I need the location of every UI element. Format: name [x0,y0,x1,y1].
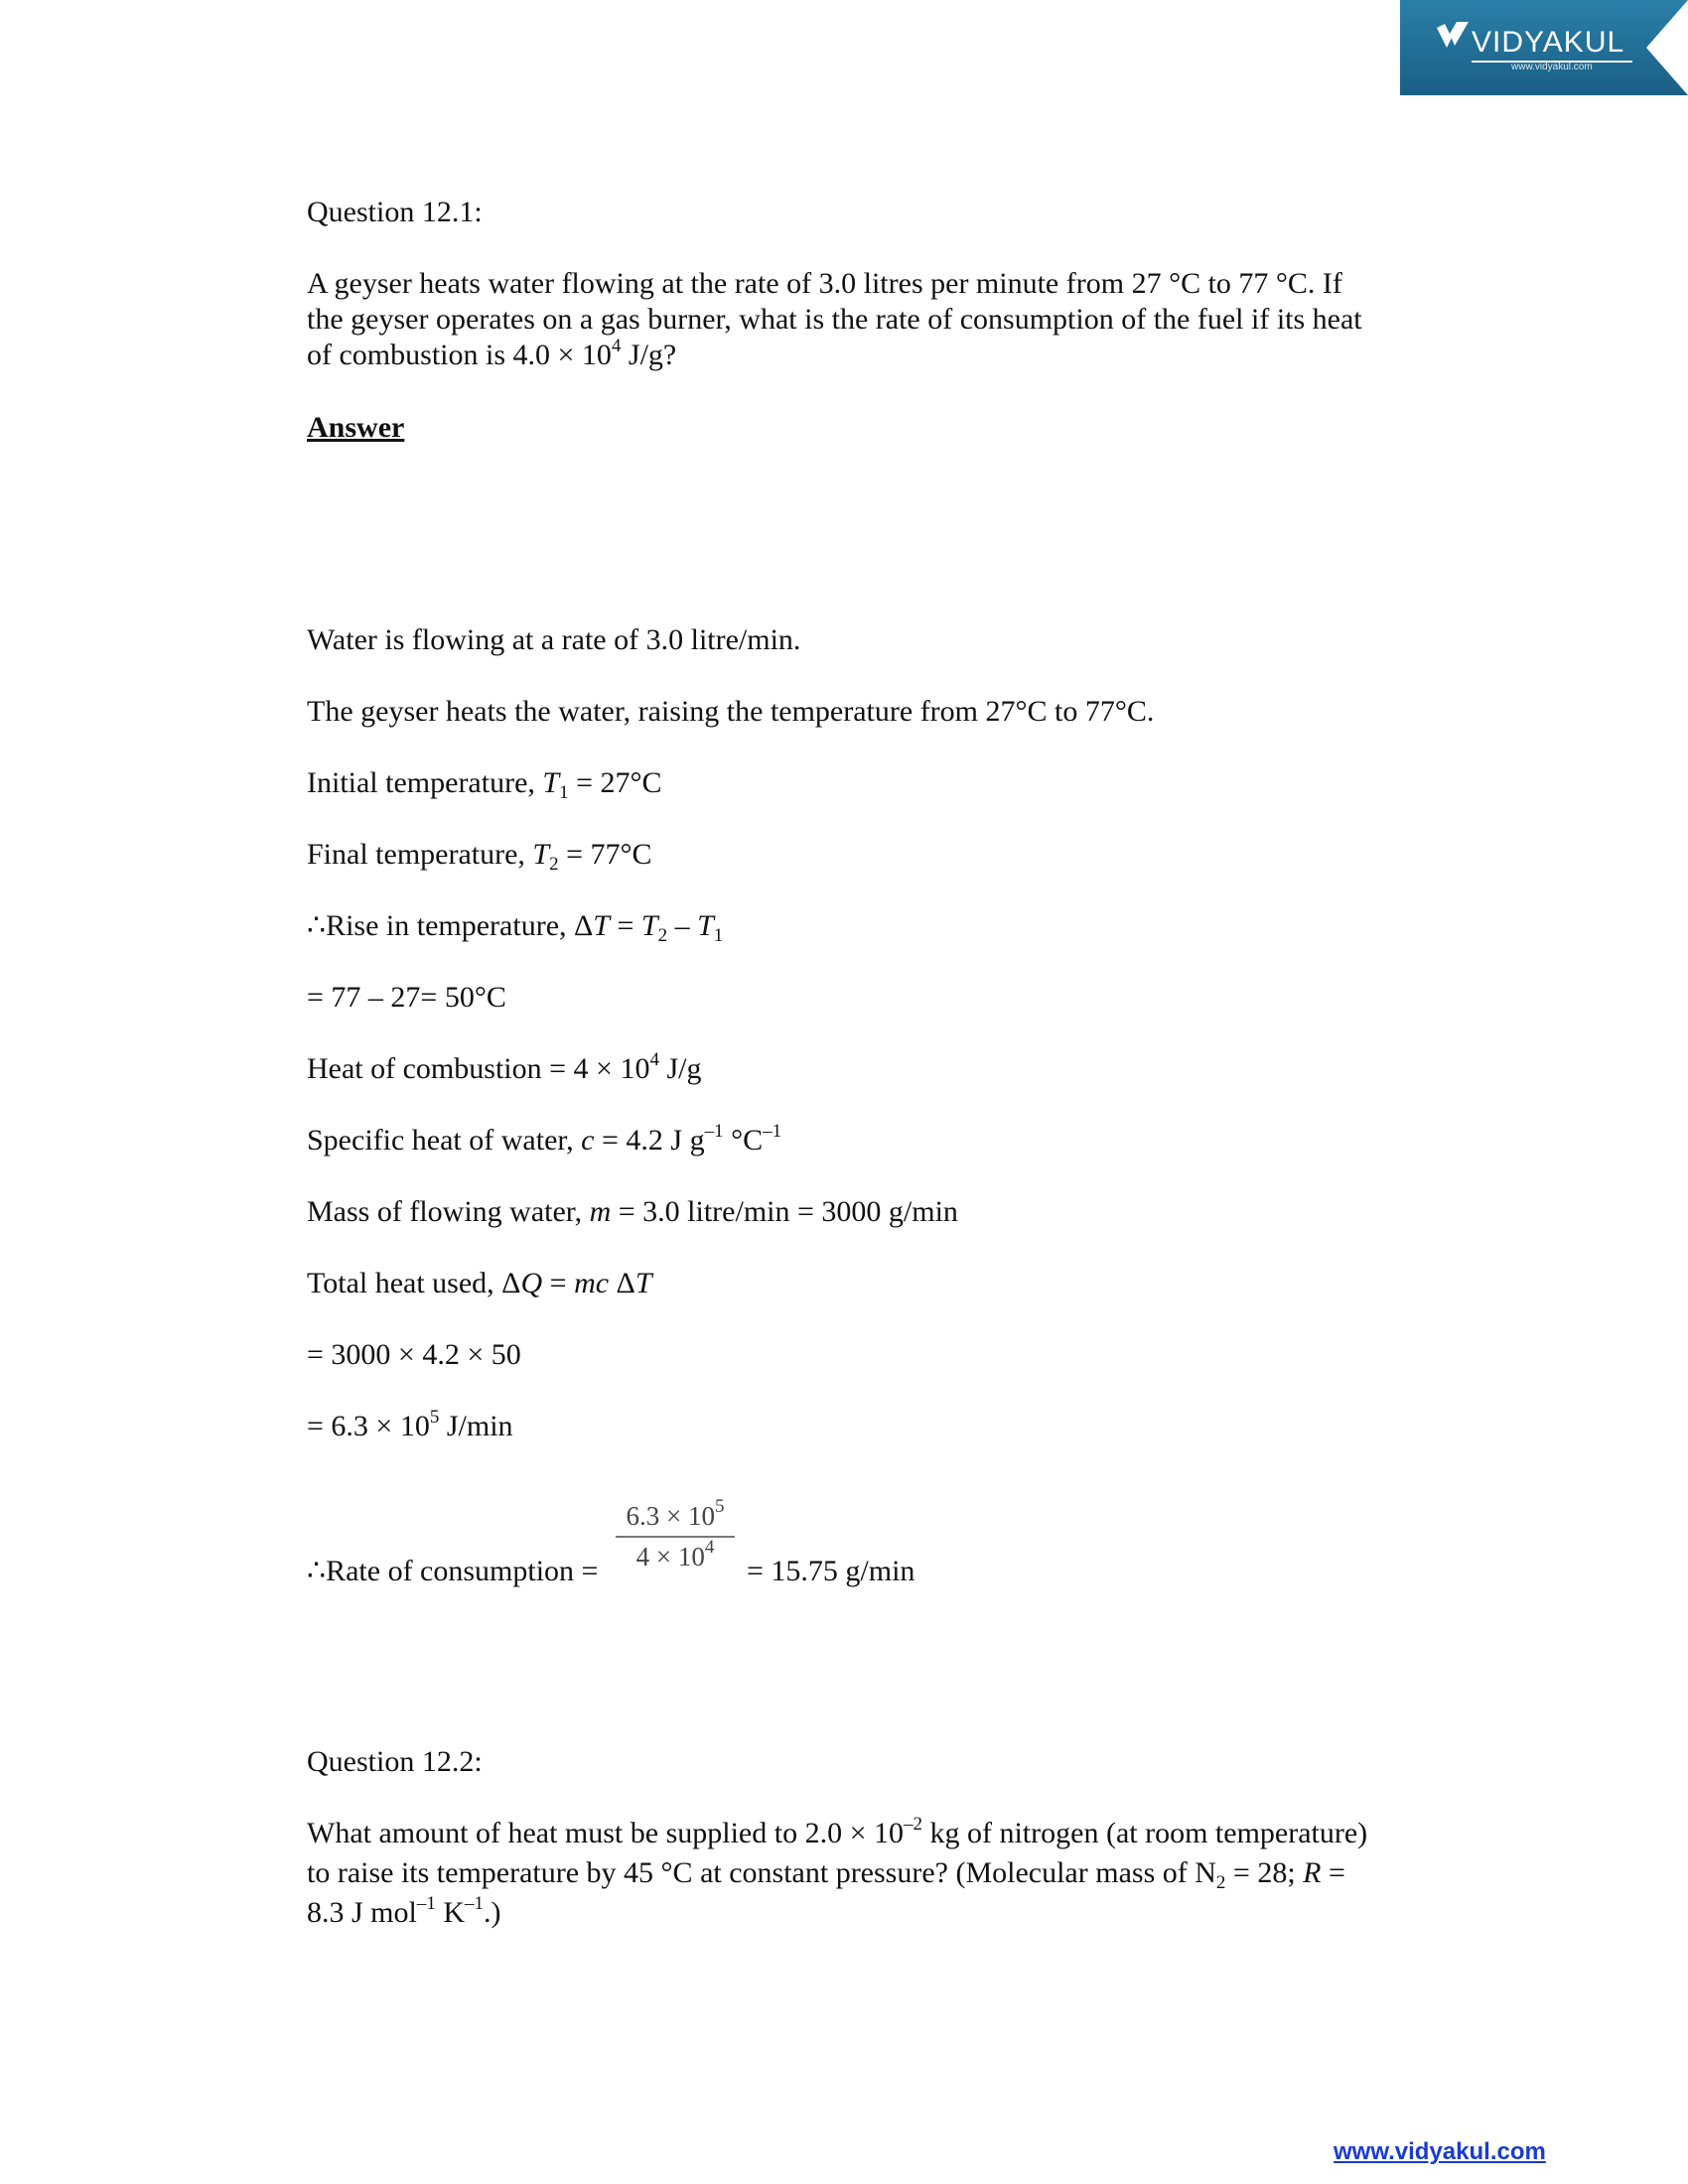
footer-website-link[interactable]: www.vidyakul.com [1334,2138,1546,2165]
logo-brand-name: VIDYAKUL [1472,26,1625,59]
answer-heading: Answer [307,411,405,444]
logo-notch [1646,0,1688,95]
solution-line: = 3000 × 4.2 × 50 [307,1338,521,1371]
question-title: Question 12.1: [307,196,483,228]
solution-line: Final temperature, $T_2 = 77^\circ C$ [307,838,652,875]
logo-url: www.vidyakul.com [1511,62,1593,72]
question-line: A geyser heats water flowing at the rate of 3.0 litres per minute from 27 °C to 77 °C. If [307,267,1342,300]
brand-logo [1400,0,1688,95]
question-line: the geyser operates on a gas burner, what is the rate of consumption of the fuel if its heat [307,303,1362,336]
solution-line: The geyser heats the water, raising the temperature from 27°C to 77°C. [307,695,1155,728]
rate-fraction [616,1496,735,1572]
solution-line: Mass of flowing water, m = 3.0 litre/min = 3000 g/min [307,1195,958,1228]
question-line: What amount of heat must be supplied to $2.0 \times 10^{-2}$ kg of nitrogen (at room temperature) [307,1814,1368,1849]
solution-line: Initial temperature, $T_1 = 27^\circ C$ [307,766,662,803]
question-line: 8.3 J mol$^{-1}$ $K^{-1}$.) [307,1893,501,1929]
fraction-denominator: $4 \times 10^4$ [635,1537,715,1571]
solution-line: Total heat used, ΔQ = mc ΔT [307,1267,652,1299]
fraction-numerator: $6.3 \times 10^5$ [616,1501,735,1538]
solution-line: = $6.3 \times 10^5$ J/min [307,1407,513,1442]
question-line: of combustion is $4.0 \times 10^4$ J/g? [307,336,677,371]
solution-line: Water is flowing at a rate of 3.0 litre/min. [307,623,801,656]
rate-result: = 15.75 g/min [747,1555,915,1587]
vidyakul-v-icon [1436,20,1470,50]
solution-line: Specific heat of water, c = 4.2 J $g^{-1}$ $^\circ C^{-1}$ [307,1121,782,1157]
rate-label: ∴Rate of consumption = [307,1555,599,1587]
question-text [307,1816,1367,1935]
solution-line: ∴Rise in temperature, $\Delta T = T_2 - T_1$ [307,909,724,946]
question-title: Question 12.2: [307,1745,483,1778]
solution-line: Heat of combustion = $4 \times 10^4$ J/g [307,1049,702,1085]
question-text [307,266,1362,377]
solution-line: = 77 – 27= 50°C [307,981,506,1014]
question-line: to raise its temperature by 45 °C at constant pressure? (Molecular mass of $N_2 = 28$; R = [307,1856,1345,1893]
